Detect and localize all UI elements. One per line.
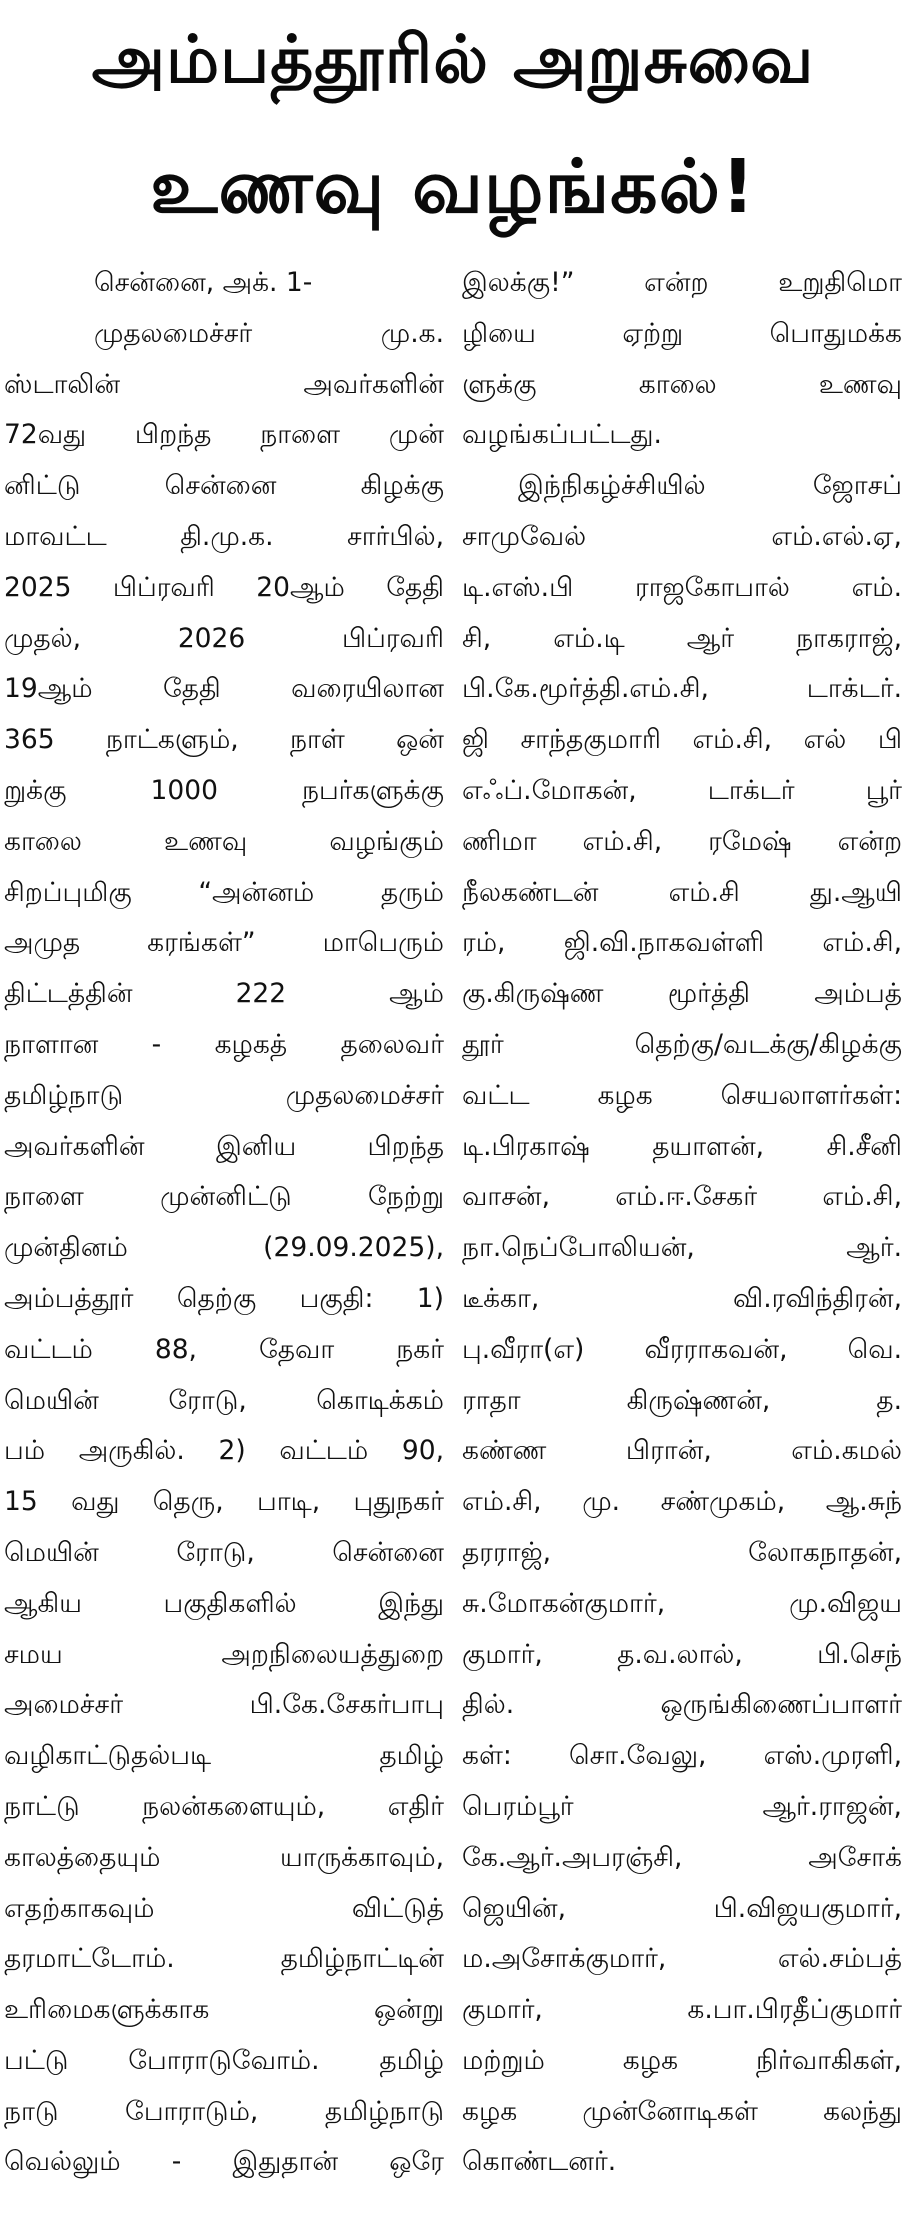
- text-line: சி, எம்.டி ஆர் நாகராஜ்,: [462, 622, 902, 654]
- text-line: 72வது பிறந்த நாளை முன்: [4, 419, 444, 451]
- text-line: கள்: சொ.வேலு, எஸ்.முரளி,: [462, 1740, 902, 1772]
- text-line: வழங்கப்பட்டது.: [462, 419, 662, 451]
- text-line: ரம், ஜி.வி.நாகவள்ளி எம்.சி,: [462, 927, 902, 959]
- text-line: இந்நிகழ்ச்சியில் ஜோசப்: [518, 470, 902, 502]
- text-line: உரிமைகளுக்காக ஒன்று: [4, 1994, 444, 2026]
- text-line: இலக்கு!” என்ற உறுதிமொ: [462, 267, 902, 298]
- text-line: பு.வீரா(எ) வீரராகவன், வெ.: [462, 1333, 902, 1365]
- text-line: மாவட்ட தி.மு.க. சார்பில்,: [4, 520, 444, 552]
- headline-line-2: உணவு வழங்கல்!: [150, 144, 756, 230]
- text-line: முதலமைச்சர் மு.க.: [94, 317, 444, 349]
- text-line: அவர்களின் இனிய பிறந்த: [4, 1130, 444, 1162]
- text-line: கு.கிருஷ்ண மூர்த்தி அம்பத்: [462, 978, 902, 1010]
- text-line: கே.ஆர்.அபரஞ்சி, அசோக்: [462, 1841, 902, 1873]
- text-line: வட்ட கழக செயலாளர்கள்:: [462, 1079, 902, 1111]
- text-line: தரமாட்டோம். தமிழ்நாட்டின்: [4, 1943, 444, 1975]
- text-line: தில். ஒருங்கிணைப்பாளர்: [462, 1689, 902, 1721]
- text-line: திட்டத்தின் 222 ஆம்: [4, 978, 444, 1010]
- text-line: எம்.சி, மு. சண்முகம், ஆ.சுந்: [462, 1486, 902, 1518]
- text-line: 365 நாட்களும், நாள் ஒன்: [4, 724, 444, 756]
- text-line: நீலகண்டன் எம்.சி து.ஆயி: [462, 876, 902, 908]
- text-line: 19ஆம் தேதி வரையிலான: [4, 673, 444, 705]
- text-line: எஃப்.மோகன், டாக்டர் பூர்: [462, 774, 902, 806]
- text-line: தரராஜ், லோகநாதன்,: [462, 1536, 902, 1568]
- text-line: சமய அறநிலையத்துறை: [4, 1638, 444, 1670]
- text-line: காலத்தையும் யாருக்காவும்,: [4, 1841, 444, 1873]
- text-line: எதற்காகவும் விட்டுத்: [4, 1892, 444, 1924]
- text-line: குமார், த.வ.லால், பி.செந்: [462, 1638, 902, 1670]
- text-line: பெரம்பூர் ஆர்.ராஜன்,: [462, 1790, 902, 1822]
- text-line: ளுக்கு காலை உணவு: [462, 368, 902, 400]
- text-line: ஆகிய பகுதிகளில் இந்து: [4, 1587, 444, 1619]
- text-line: தூர் தெற்கு/வடக்கு/கிழக்கு: [462, 1028, 902, 1060]
- article-left-column: [4, 258, 444, 2188]
- text-line: அமுத கரங்கள்” மாபெரும்: [4, 927, 444, 959]
- text-line: பம் அருகில். 2) வட்டம் 90,: [4, 1435, 444, 1467]
- text-line: வட்டம் 88, தேவா நகர்: [4, 1333, 444, 1365]
- text-line: நாடு போராடும், தமிழ்நாடு: [4, 2095, 444, 2127]
- text-line: சு.மோகன்குமார், மு.விஜய: [462, 1587, 902, 1619]
- text-line: வழிகாட்டுதல்படி தமிழ்: [4, 1740, 444, 1772]
- text-line: அமைச்சர் பி.கே.சேகர்பாபு: [4, 1689, 444, 1721]
- text-line: ழியை ஏற்று பொதுமக்க: [462, 317, 902, 349]
- text-line: நாட்டு நலன்களையும், எதிர்: [4, 1790, 444, 1822]
- text-line: சிறப்புமிகு “அன்னம் தரும்: [4, 876, 444, 908]
- text-line: நாளான - கழகத் தலைவர்: [4, 1028, 444, 1060]
- text-line: முதல், 2026 பிப்ரவரி: [4, 622, 444, 654]
- text-line: டி.எஸ்.பி ராஜகோபால் எம்.: [462, 571, 902, 603]
- text-line: சாமுவேல் எம்.எல்.ஏ,: [462, 520, 902, 552]
- text-line: மற்றும் கழக நிர்வாகிகள்,: [462, 2044, 902, 2076]
- text-line: பட்டு போராடுவோம். தமிழ்: [4, 2044, 444, 2076]
- text-line: முன்தினம் (29.09.2025),: [4, 1232, 444, 1264]
- text-line: வாசன், எம்.ஈ.சேகர் எம்.சி,: [462, 1181, 902, 1213]
- text-line: மெயின் ரோடு, சென்னை: [4, 1536, 444, 1568]
- text-line: றுக்கு 1000 நபர்களுக்கு: [4, 774, 444, 806]
- text-line: ணிமா எம்.சி, ரமேஷ் என்ற: [462, 825, 902, 857]
- text-line: ஸ்டாலின் அவர்களின்: [4, 368, 444, 400]
- text-line: ஜி சாந்தகுமாரி எம்.சி, எல் பி: [462, 724, 902, 756]
- headline-line-1: அம்பத்தூரில் அறுசுவை: [91, 21, 815, 98]
- text-line: நா.நெப்போலியன், ஆர்.: [462, 1232, 902, 1264]
- text-line: டி.பிரகாஷ் தயாளன், சி.சீனி: [462, 1130, 902, 1162]
- text-line: ஜெயின், பி.விஜயகுமார்,: [462, 1892, 902, 1924]
- text-line: அம்பத்தூர் தெற்கு பகுதி: 1): [4, 1282, 444, 1314]
- text-line: காலை உணவு வழங்கும்: [4, 825, 444, 857]
- text-line: தமிழ்நாடு முதலமைச்சர்: [4, 1079, 444, 1111]
- text-line: நாளை முன்னிட்டு நேற்று: [4, 1181, 444, 1213]
- text-line: பி.கே.மூர்த்தி.எம்.சி, டாக்டர்.: [462, 673, 902, 705]
- text-line: ராதா கிருஷ்ணன், த.: [462, 1384, 902, 1416]
- text-line: மெயின் ரோடு, கொடிக்கம்: [4, 1384, 444, 1416]
- text-line: குமார், க.பா.பிரதீப்குமார்: [462, 1994, 902, 2026]
- dateline: சென்னை, அக். 1-: [94, 267, 313, 298]
- text-line: ம.அசோக்குமார், எல்.சம்பத்: [462, 1943, 902, 1975]
- text-line: கண்ண பிரான், எம்.கமல்: [462, 1435, 902, 1467]
- text-line: டீக்கா, வி.ரவிந்திரன்,: [462, 1282, 902, 1314]
- text-line: வெல்லும் - இதுதான் ஒரே: [4, 2146, 444, 2178]
- text-line: 15 வது தெரு, பாடி, புதுநகர்: [4, 1486, 444, 1518]
- article-right-column: [462, 258, 902, 2188]
- text-line: 2025 பிப்ரவரி 20ஆம் தேதி: [4, 571, 444, 603]
- text-line: கொண்டனர்.: [462, 2146, 617, 2178]
- text-line: கழக முன்னோடிகள் கலந்து: [462, 2095, 902, 2127]
- text-line: னிட்டு சென்னை கிழக்கு: [4, 470, 444, 502]
